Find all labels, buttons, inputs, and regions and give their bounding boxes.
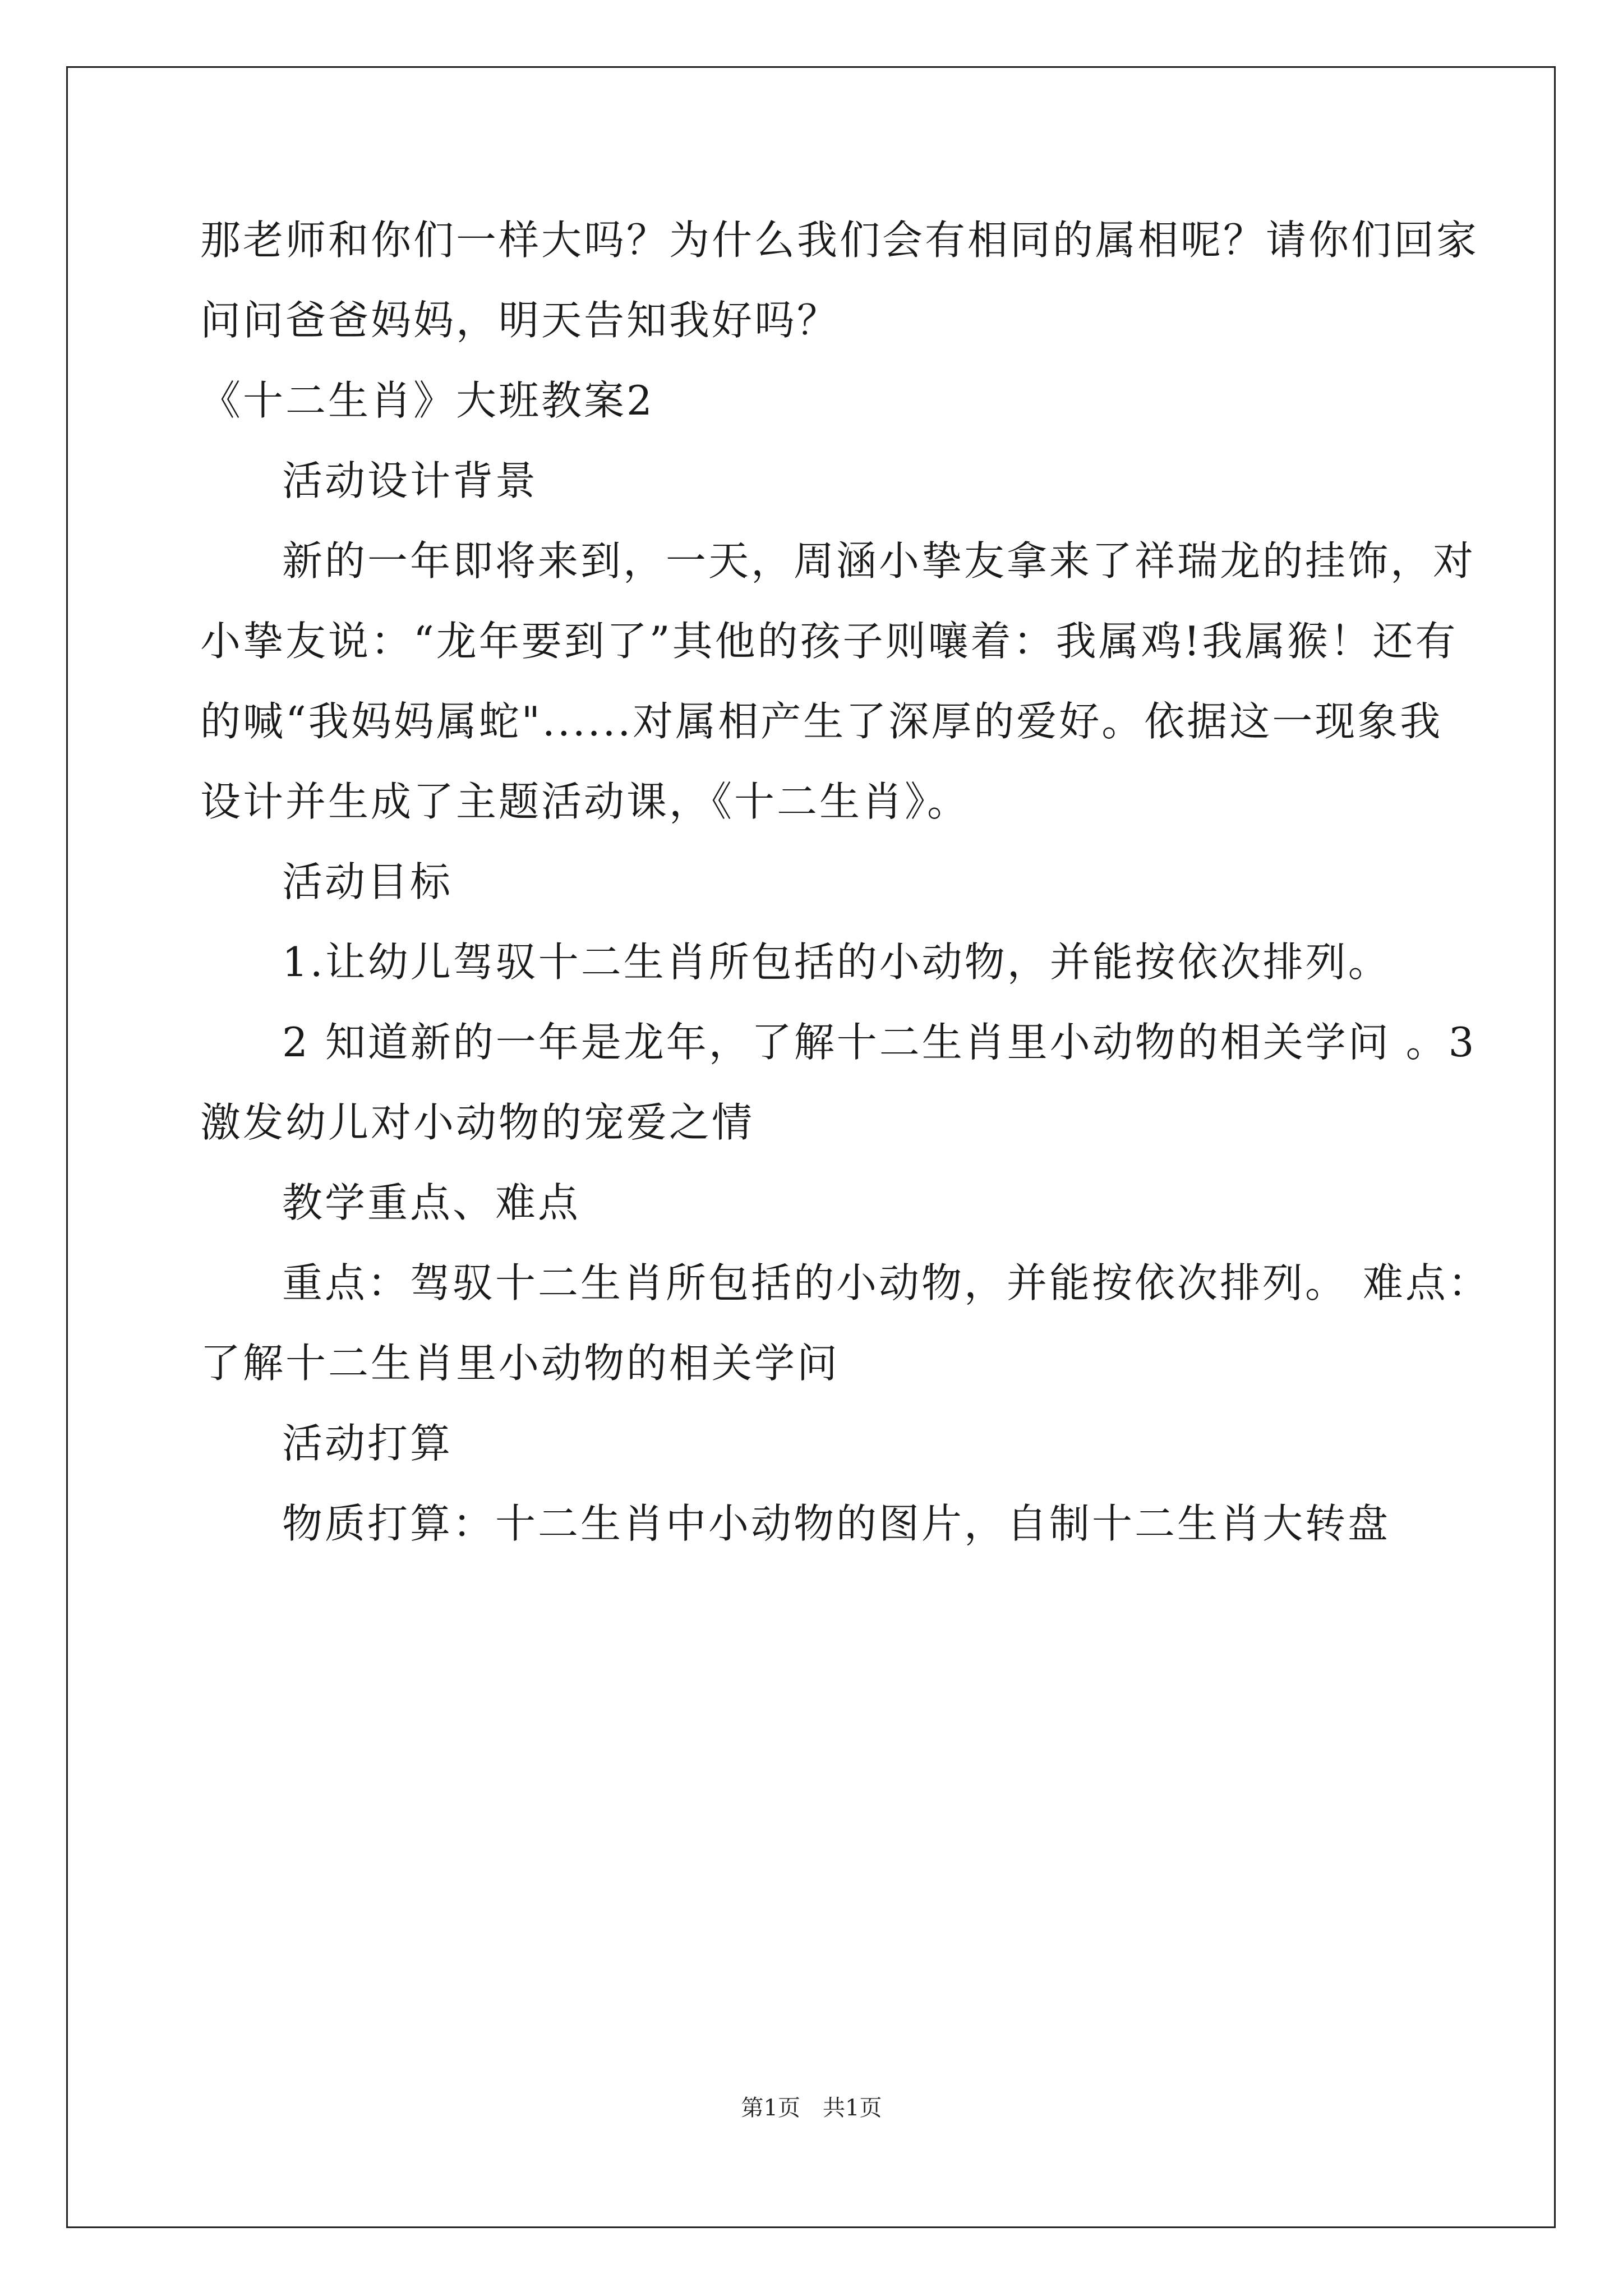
text-line-7: 的喊“我妈妈属蛇"......对属相产生了深厚的爱好。依据这一现象我 (200, 698, 1443, 745)
key-points-text: 重点：驾驭十二生肖所包括的小动物，并能按依次排列。 难点： (282, 1259, 1491, 1306)
text-line-8: 设计并生成了主题活动课，《十二生肖》。 (200, 778, 970, 825)
key-points-text-cont: 了解十二生肖里小动物的相关学问 (200, 1340, 840, 1387)
goal-item-2: 2 知道新的一年是龙年，了解十二生肖里小动物的相关学问 。3 (282, 1019, 1477, 1066)
heading-preparation: 活动打算 (282, 1420, 453, 1467)
text-line-6: 小挚友说：“龙年要到了”其他的孩子则嚷着：我属鸡!我属猴！还有 (200, 618, 1458, 665)
section-title: 《十二生肖》大班教案2 (200, 377, 654, 424)
page-number: 第1页 共1页 (741, 2095, 882, 2121)
heading-background: 活动设计背景 (282, 457, 538, 504)
text-line-5: 新的一年即将来到，一天，周涵小挚友拿来了祥瑞龙的挂饰，对 (282, 537, 1476, 585)
goal-item-3: 激发幼儿对小动物的宠爱之情 (200, 1099, 755, 1146)
heading-key-points: 教学重点、难点 (282, 1179, 581, 1226)
preparation-text: 物质打算：十二生肖中小动物的图片，自制十二生肖大转盘 (282, 1500, 1391, 1547)
goal-item-1: 1.让幼儿驾驭十二生肖所包括的小动物，并能按依次排列。 (282, 938, 1391, 986)
text-line-1: 那老师和你们一样大吗？为什么我们会有相同的属相呢？请你们回家 (200, 217, 1479, 264)
text-line-2: 问问爸爸妈妈，明天告知我好吗？ (200, 297, 840, 344)
heading-goals: 活动目标 (282, 858, 453, 905)
